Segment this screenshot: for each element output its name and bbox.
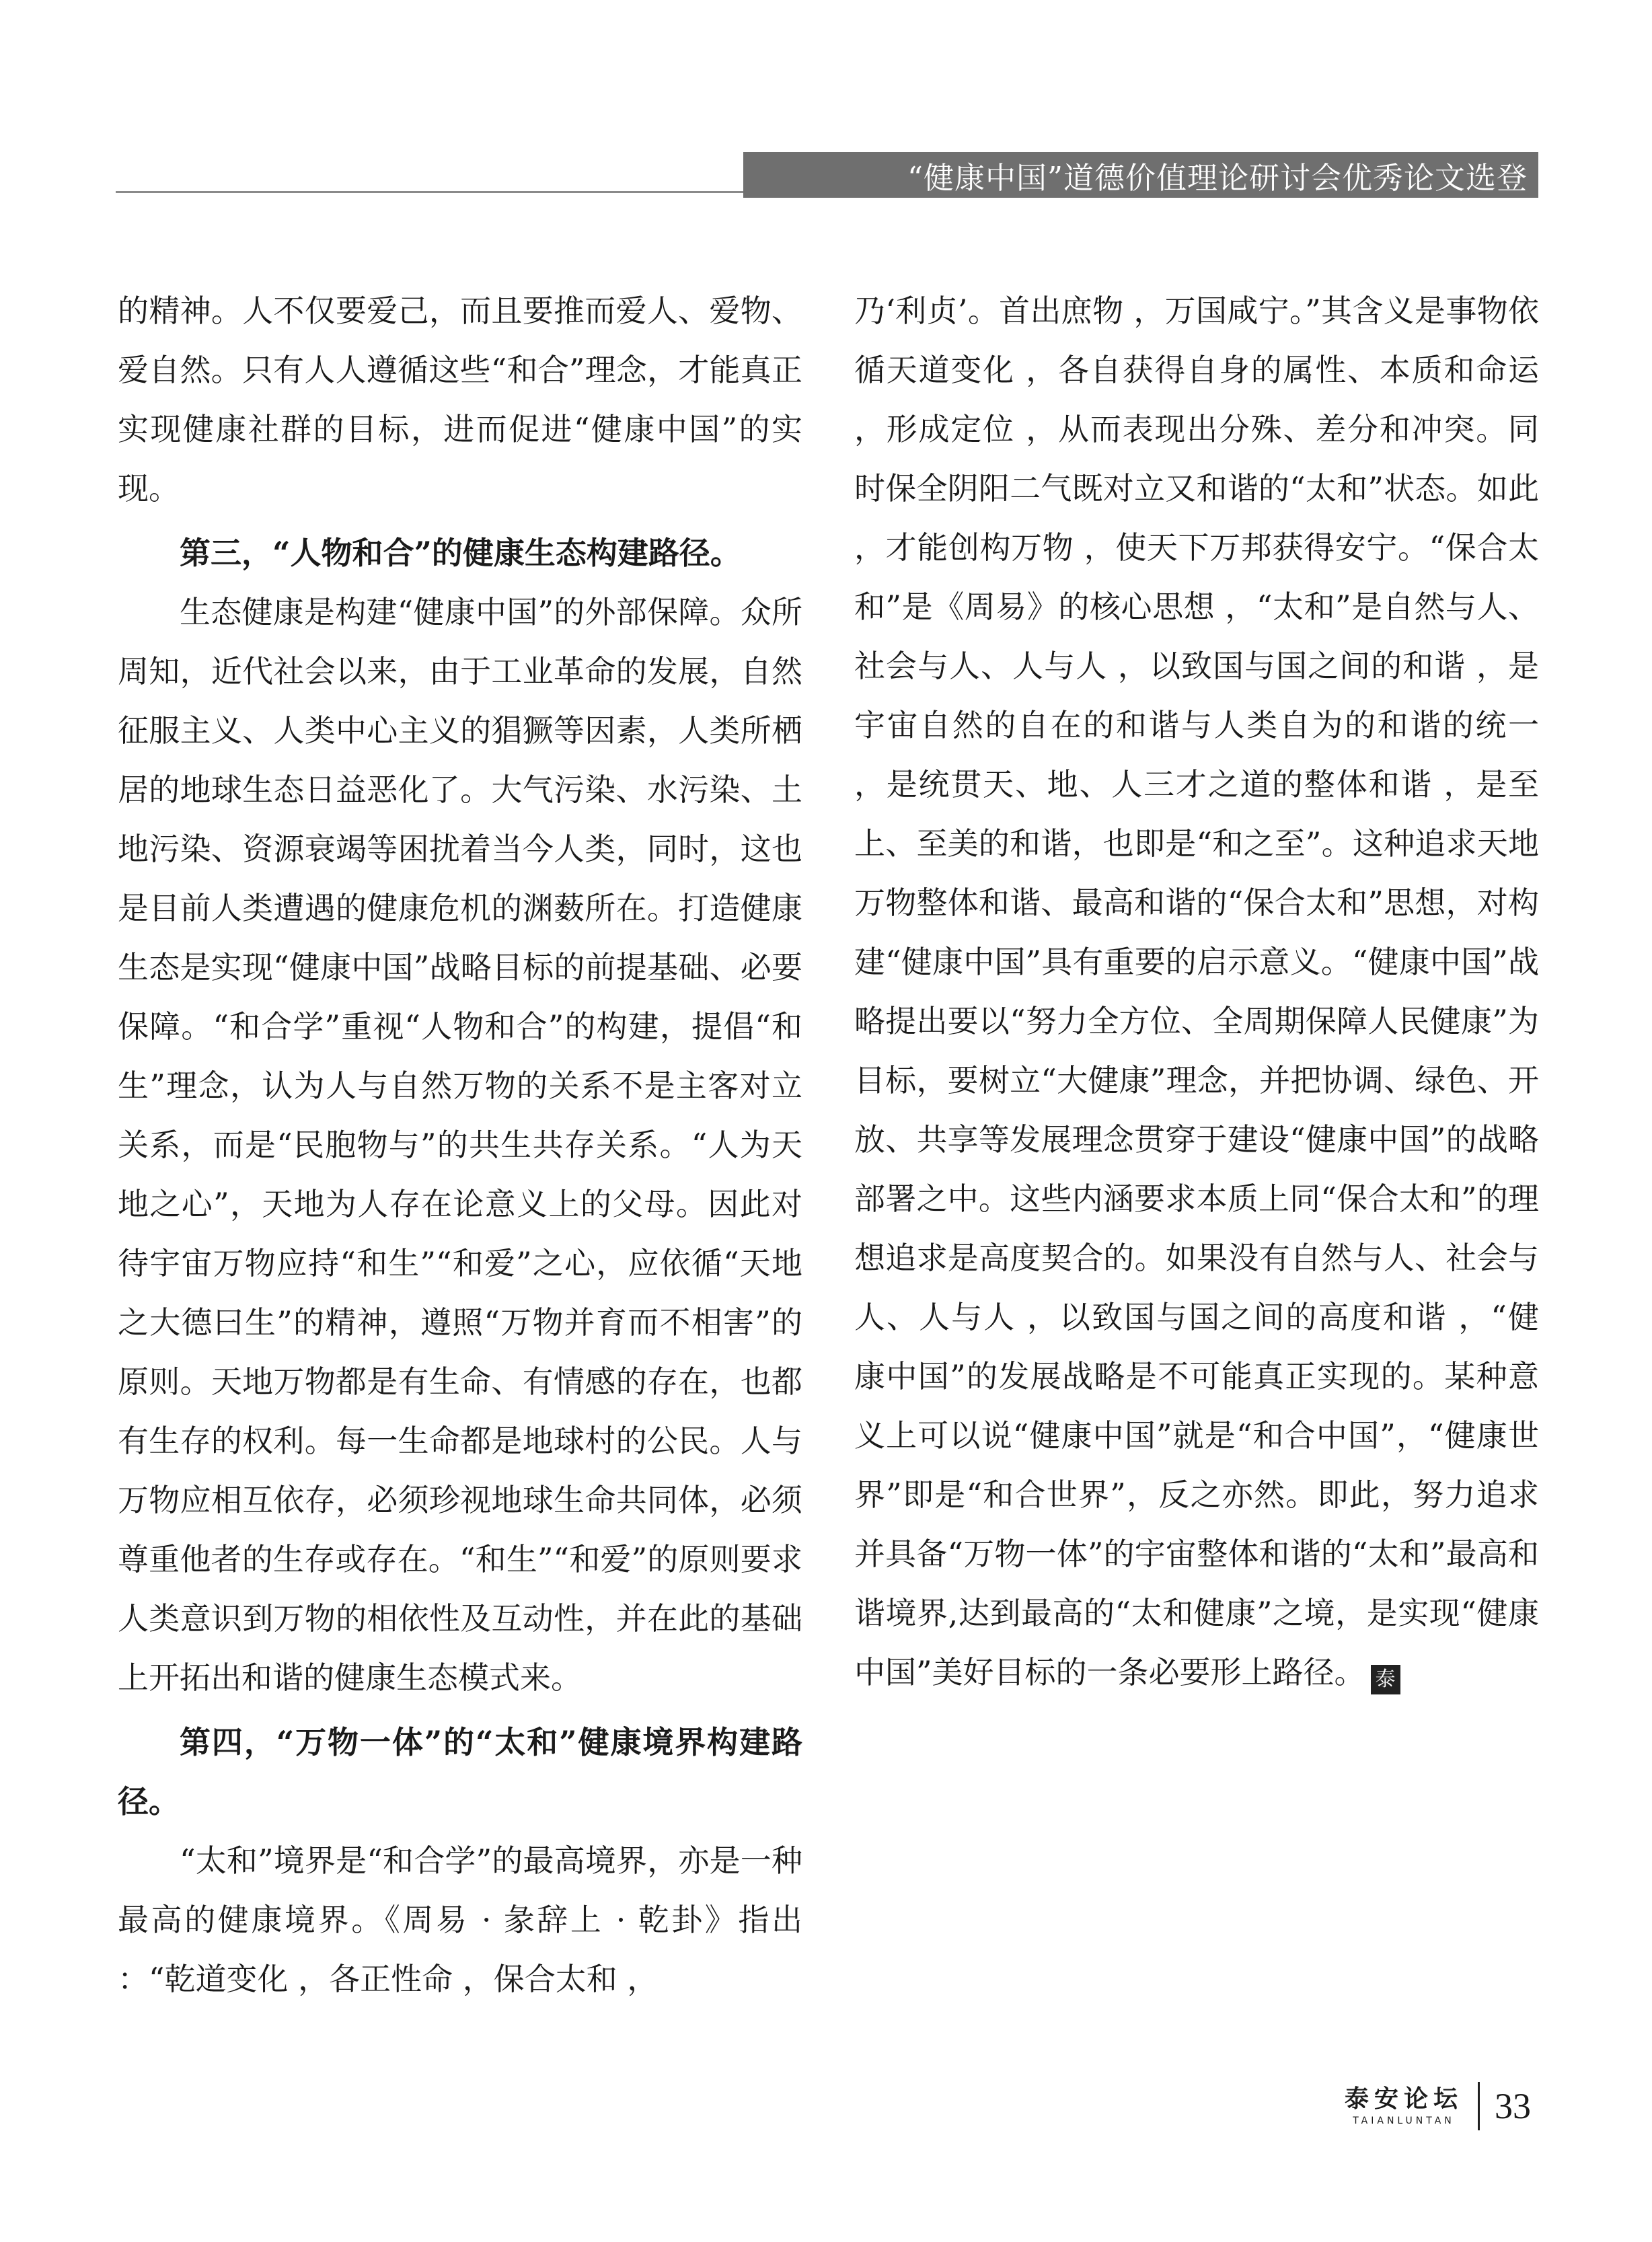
footer-divider <box>1478 2082 1480 2130</box>
article-end-mark-icon: 泰 <box>1371 1665 1400 1694</box>
page-number: 33 <box>1495 2086 1531 2126</box>
magazine-name: 泰安论坛 <box>1344 2085 1463 2113</box>
page-footer <box>1345 2082 1531 2130</box>
paragraph-text: 乃‘利贞’。首出庶物 ，万国咸宁。”其含义是事物依循天道变化 ，各自获得自身的属性、本质和命运 ，形成定位 ，从而表现出分殊、差分和冲突。同时保全阴阳二气既对立又和谐的“太和”状态。如此 ，才能创构万物 ，使天下万邦获得安宁。“保合太和”是《周易》的核心思想 ，“太和”是自然与人、社会与人、人与人 ，以致国与国之间的和谐 ，是宇宙自然的自在的和谐与人类自为的和谐的统一 ，是统贯天、地、人三才之道的整体和谐 ，是至上、至美的和谐，也即是“和之至”。这种追求天地万物整体和谐、最高和谐的“保合太和”思想，对构建“健康中国”具有重要的启示意义。“健康中国”战略提出要以“努力全方位、全周期保障人民健康”为目标，要树立“大健康”理念，并把协调、绿色、开放、共享等发展理念贯穿于建设“健康中国”的战略部署之中。这些内涵要求本质上同“保合太和”的理想追求是高度契合的。如果没有自然与人、社会与人、人与人 ，以致国与国之间的高度和谐 ，“健康中国”的发展战略是不可能真正实现的。某种意义上可以说“健康中国”就是“和合中国”，“健康世界”即是“和合世界”，反之亦然。即此，努力追求并具备“万物一体”的宇宙整体和谐的“太和”最高和谐境界,达到最高的“太和健康”之境，是实现“健康中国”美好目标的一条必要形上路径。 <box>854 293 1539 1690</box>
magazine-pinyin: TAIANLUNTAN <box>1353 2116 1455 2126</box>
left-column <box>118 281 802 2009</box>
section-heading-fourth: 第四，“万物一体”的“太和”健康境界构建路径。 <box>118 1724 802 1820</box>
paragraph: 的精神。人不仅要爱己，而且要推而爱人、爱物、爱自然。只有人人遵循这些“和合”理念，才能真正实现健康社群的目标，进而促进“健康中国”的实现。 <box>118 293 802 507</box>
right-column <box>854 281 1539 1702</box>
paragraph: 生态健康是构建“健康中国”的外部保障。众所周知，近代社会以来，由于工业革命的发展，自然征服主义、人类中心主义的猖獗等因素，人类所栖居的地球生态日益恶化了。大气污染、水污染、土地污染、资源衰竭等困扰着当今人类，同时，这也是目前人类遭遇的健康危机的渊薮所在。打造健康生态是实现“健康中国”战略目标的前提基础、必要保障。“和合学”重视“人物和合”的构建，提倡“和生”理念，认为人与自然万物的关系不是主客对立关系，而是“民胞物与”的共生共存关系。“人为天地之心”，天地为人存在论意义上的父母。因此对待宇宙万物应持“和生”“和爱”之心，应依循“天地之大德曰生”的精神，遵照“万物并育而不相害”的原则。天地万物都是有生命、有情感的存在，也都有生存的权利。每一生命都是地球村的公民。人与万物应相互依存，必须珍视地球生命共同体，必须尊重他者的生存或存在。“和生”“和爱”的原则要求人类意识到万物的相依性及互动性，并在此的基础上开拓出和谐的健康生态模式来。 <box>118 594 802 1696</box>
section-header <box>743 152 1538 198</box>
section-title: “健康中国”道德价值理论研讨会优秀论文选登 <box>907 159 1528 196</box>
paragraph: “太和”境界是“和合学”的最高境界，亦是一种最高的健康境界。《周易 · 彖辞上 · 乾卦》指出 ：“乾道变化 ，各正性命 ，保合太和 ， <box>118 1842 802 1997</box>
magazine-brand <box>1345 2085 1463 2128</box>
section-heading-third: 第三，“人物和合”的健康生态构建路径。 <box>180 535 741 571</box>
paragraph <box>854 281 1539 1702</box>
